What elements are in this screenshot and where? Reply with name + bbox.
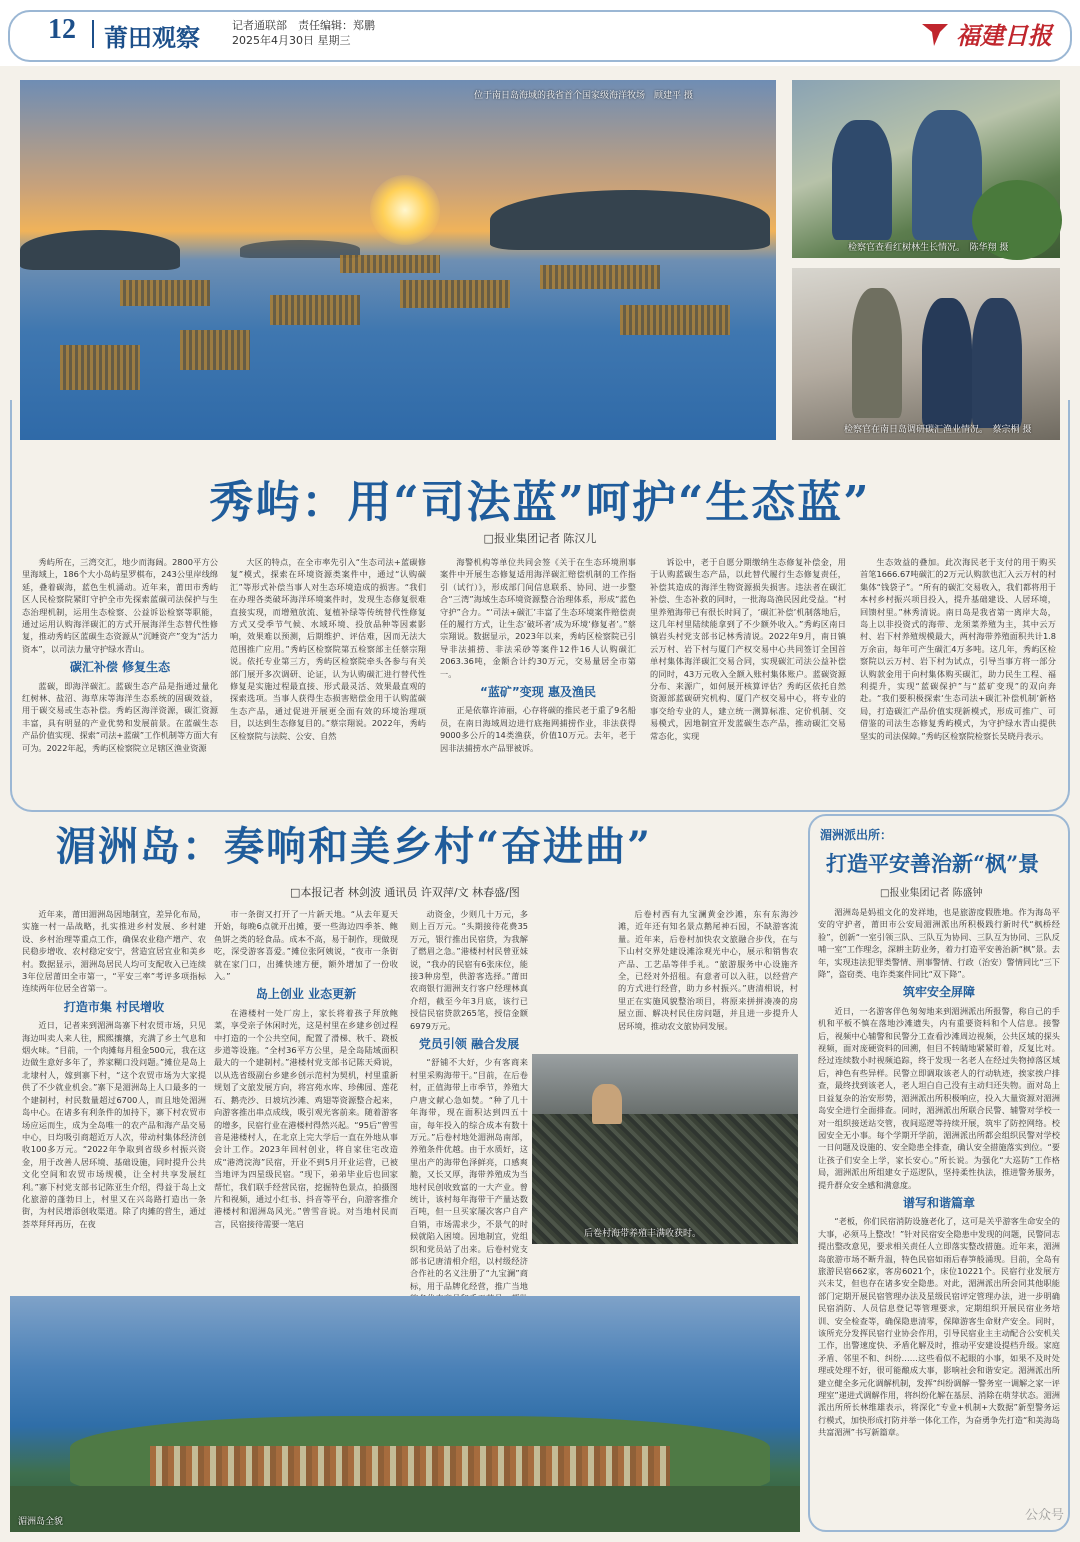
- paragraph: 近日，一名游客伴色匆匆地来到湄洲派出所报警，称自己的手机和平板不慎在落地沙滩遗失，内有重要资料和个人信息。接警后，视频中心辅警和民警分工查看沙滩周边视频，公共区域的探头视频，面对庞硬资料的回溯，但目不转睛地紧紧盯着，反复比对。经过连续数小时视频追踪，终于发现一名老人在经过失物掉落区域后，神色有些异样。民警立即调取该老人的行动轨迹，挨家挨户排查，最终找到该老人，老人坦白自己没有主动归还失物。面对岛上日益复杂的治安形势，湄洲派出所积极响应，投入大量资源对湄洲岛安全进行全面排查。同时，湄洲派出所联合民警、辅警对学校一对一组织接送站交管，夜间巡逻等持续开展，筑牢了防控网络。校园安全无小事。每个学期开学前，湄洲派出所都会组织民警对学校一日问题及设施的、安全隐患全排查，确认安全措施落实到位。“要让孩子们安全上学，家长安心。”所长说。为强化“大巡防”工作格局，湄洲派出所组建女子巡逻队，坚持柔性执法，推进警务服务，提升群众安全感和满意度。: [818, 1005, 1060, 1190]
- article1-column-5: [860, 556, 1056, 804]
- prosecutor-figure: [832, 120, 892, 240]
- paragraph: 近日，记者来到湄洲岛寨下村农贸市场，只见海边叫卖人来人往，熙熙攘攘，充满了乡土气息和烟火味。“目前，一个肉摊每月租金500元，我在这边做生意好多年了，养家糊口没问题。”摊位是岛上北埭村人，嫁到寨下村，“这个农贸市场为大家提供了不少就业机会。”寨下是湄洲岛上人口最多的一个建制村，村民数量超过6700人，而且地处湄洲岛中心。在诸多有利条件的加持下，寨下村农贸市场应运而生，成为全岛唯一的农产品和海产品交易中心，日均吸引商超近万人次，带动村集体经济创收100多万元。“2022年争取到省级乡村振兴资金，用于改善人居环境、基础设施，同时提升公共文化空间和农贸市场规模，让全村共享发展红利。”寨下村党支部书记陈亚生介绍，得益于岛上文化旅游的蓬勃日上，村里又在兴岛路打造出一条街，为村民增添创收渠道。除了肉摊的营生，通过荟萃拜拜再历，在夜: [22, 1020, 206, 1229]
- newspaper-logo: [920, 16, 1052, 51]
- village-roofs: [150, 1446, 670, 1486]
- island-foreground: [10, 1486, 800, 1532]
- article2-column-1: [22, 908, 206, 1290]
- raft: [180, 330, 250, 370]
- page-number: 12: [48, 14, 76, 45]
- paragraph: “舒铺不大好，少有客商来村里采购海带干。”目前，在后卷村，正值海带上市季节，养殖大户唐文献心急如焚。“种了几十年海带，现在面积达到四五十亩，每年投入的综合成本有数十万元。”后卷村地处湄洲岛南部，养殖条件优越。由于水质好，这里出产的海带色泽鲜亮，口感爽脆，又长又厚，海带养殖成为当地村民创收致富的一大产业。曾统计，该村每年海带干产量达数百吨，但一旦买家屡次客户自产自销，市场需求少，不景气的时候就陷入困境。因地制宜，党组织和党员站了出来。后卷村党支部书记唐清相介绍，以村级经济合作社的名义注册了“九宝澜”商标，用于品牌化经营，推广当地: [410, 1057, 528, 1291]
- reporter-line: 记者通联部 责任编辑：郑鹏: [232, 19, 375, 32]
- watermark: 公众号: [1024, 1508, 1064, 1523]
- paragraph: 动资金，少则几十万元，多则上百万元。“头期接待花费35万元，银行推出民宿贷，为我解了燃眉之急。”港楼村村民曾亚妹说，“我办的民宿有6张床位，能接3种房型，供游客选择。”莆田农商银行湄洲支行客户经理林真介绍，截至今年3月底，该行已授信民宿贷款265笔，授信金额6979万元。: [410, 909, 528, 1031]
- article2-byline: □本报记者 林剑波 通讯员 许双萍/文 林春盛/图: [290, 886, 520, 899]
- paragraph: 生态效益的叠加。此次海民老于支付的用于购买首笔1666.67吨碳汇的2万元认购款也汇入云万村的村集体“钱袋子”。“所有的碳汇交易收入，我们都将用于本村乡村振兴项目投入，提升基础建设、人居环境，回馈村里。”林秀清说。南日岛是我省第一离岸大岛，岛上以非投资式的海带、龙须菜养殖为主，其中云万村、岩下村养殖规模最大，两村海带养殖面积共计1.8万余亩，每年可产生碳汇4万多吨。这几年，秀屿区检察院以云万村、岩下村为试点，引导当事方将一部分认购款金用于向村集体购买碳汇，助力民生工程、福利提升，实现“蓝碳保护”与“蓝矿变现”的双向奔赴。“我们要积极探索‘生态司法+碳汇补偿机制’新格局，打造碳汇产品价值实现新模式，形成可推广、可借鉴的司法生态修复秀屿模式，为守护绿水青山提供坚实的司法保障。”秀屿区检察院检察长吴晓丹表示。: [860, 557, 1056, 741]
- sidebar-byline: □报业集团记者 陈盛钟: [880, 888, 983, 899]
- raft: [400, 280, 510, 308]
- article1-byline: □报业集团记者 陈汉儿: [483, 532, 597, 545]
- main-photo-caption: 位于南日岛海域的我省首个国家级海洋牧场 顾建平 摄: [474, 91, 693, 101]
- article2-subhead-3: 党员引领 融合发展: [418, 1037, 520, 1052]
- paragraph: 近年来，莆田湄洲岛因地制宜，差异化布局，实施一村一品战略，扎实推进乡村发展、乡村建设、乡村治理等重点工作，确保农业稳产增产、农民稳步增收、农村稳定安宁，营造宜居宜业和美乡村。数据显示，湄洲岛居民人均可支配收入已连续3年位居莆田全市第一，“平安三率”考评多项指标连续两年位居全省第一。: [22, 909, 206, 994]
- article2-subhead-1: 打造市集 村民增收: [63, 999, 165, 1014]
- paragraph: 蓝碳，即海洋碳汇。蓝碳生态产品是指通过量化红树林、盐沼、海草床等海洋生态系统的固碳效益，用于碳交易或生态补偿。秀屿区海洋资源，碳汇资源丰富，具有明显的产业优势和发展前景。在蓝碳生态产品价值实现、探索“司法+蓝碳”工作机制等方面大有可为。2022年起，秀屿区检察院立足辖区渔业资源: [22, 680, 218, 753]
- logo-text: 福建日报: [956, 21, 1052, 50]
- paragraph: “老板，你们民宿消防设施老化了，这可是关乎游客生命安全的大事，必须马上整改！”针对民宿安全隐患中发现的问题，民警同志提出整改意见，要求相关责任人立即落实整改措施。近年来，湄洲岛旅游市场不断升温，特色民宿如雨后春笋般涌现。目前，全岛有旅游民宿662家，客房6021个，床位10221个。民宿行业发展方兴未艾，但也存在诸多安全隐患。对此，湄洲派出所会同其他职能部门定期开展民宿管理办法及星级民宿评定管理办法，进一步明确民宿消防、人员信息登记等管理要求，定期组织开展民宿业务培训、安全检查等，确保隐患清零，保障游客生命财产安全。同时，该所充分发挥民宿行业协会作用，引导民宿业主主动配合公安机关工作，出警速度快、矛盾化解及时，推动平安建设提档升级。家庭矛盾、邻里不和、纠纷……这些看似不起眼的小事，如果不及时处理或处理不好，很可能酿成大事，影响社会和谐安定。湄洲派出所建立健全多元化调解机制，发挥“纠纷调解一警务室一调解之家一评理室”递进式调解作用，将纠纷化解在基层、消除在萌芽状态。湄洲派出所所长林维雄表示，将深化“专业+机制+大数据”新型警务运行模式，加快形成打防并举一体化工作，为奋勇争先打造“和美海岛 共富湄洲”书写新篇章。: [818, 1216, 1060, 1438]
- paragraph: 诉讼中，老于自愿分期缴纳生态修复补偿金，用于认购蓝碳生态产品，以此替代履行生态修复责任，补偿其造成的海洋生物资源损失损害。违法者在碳汇补偿、生态补救的同时，一批海岛渔民因此受益。“村里养殖海带已有很长时间了，‘碳汇补偿’机制落地后，这几年村里陆续能拿到了不少额外收入。”秀屿区南日镇岩头村党支部书记林秀清说。2022年9月，南日镇云万村、岩下村与厦门产权交易中心共同签订全国首单村集体海洋碳汇交易合同，实现碳汇司法公益补偿的同时，43万元收入全额入账村集体账户。蓝碳资源分布、来源广，如何展开核算评估？秀屿区依托自然资源部蓝碳研究机构、厦门产权交易中心，将专业的事交给专业的人，建立统一测算标准、定价机制、交易模式，因地制宜开发蓝碳生态产品，推动碳汇交易常态化，实现: [650, 557, 846, 741]
- raft: [540, 265, 660, 289]
- bottom-photo-caption: 湄洲岛全貌: [18, 1517, 64, 1527]
- photo-meizhou-island-panorama: [10, 1296, 800, 1532]
- article1-column-2: [230, 556, 426, 804]
- paragraph: 正是依靠许沛丽，心存将碳的推民老于重了9名船员，在南日海域周边进行底拖网捕捞作业，非法获得9000多公斤的14类渔获，价值10万元。去年，老于因非法捕捞水产品罪被诉。: [440, 705, 636, 753]
- sidebar-kicker: 湄洲派出所：: [820, 828, 893, 842]
- date-line: 2025年4月30日 星期三: [232, 34, 351, 47]
- right-bottom-photo-caption: 检察官在南日岛调研碳汇渔业情况。 蔡宗桐 摄: [844, 425, 1032, 435]
- kelp-pile: [532, 1114, 798, 1244]
- raft: [340, 255, 440, 273]
- island-right: [490, 190, 770, 250]
- paragraph: 后卷村西有九宝澜黄金沙滩，东有东海沙滩，近年还有知名景点鹅尾神石园，不缺游客流量。近年来，后卷村加快农文旅融合步伐，在与下山村交界处建设滩涂观光中心，展示和销售农产品、工艺品等伴手礼。“旅游服务中心设施齐全，已经对外招租。有意者可以入驻，以经营产的方式进行经营，助力乡村振兴。”唐清相说，村里正在实施风貌整治项目，将原来拼拼凑凑的房屋立面、解决村民住房问题，并且进一步提升人居环境，推动农文旅协同发展。: [618, 909, 798, 1031]
- header-meta: [232, 18, 375, 48]
- article1-column-3: [440, 556, 636, 804]
- page-header: [0, 0, 1080, 66]
- header-divider: [92, 20, 94, 48]
- article1-subhead-2: “蓝矿”变现 惠及渔民: [480, 685, 596, 700]
- paragraph: 在港楼村一处厂房上，家长将着孩子拜放鲍菜，享受亲子休闲时光，这是村里在乡建乡创过程中打造的一个公共空间，配置了滑梯、秋千、跷板步道等设施。“全村36平方公里，是全岛陆域面积最大的一个建制村。”港楼村党支部书记陈天舜说，以从选省级副台乡建乡创示范村为契机，村里重新规划了文旅发展方向，将宫苑水库、珍佛园、莲花石、鹅壳沙、日坡坑沙滩、鸡翅等资源整合起来，向游客推出串点成线，吸引观光客前来。随着游客的增多，民宿行业在港楼村得然兴起。“95后”曾雪音是港楼村人，在北京上完大学后一直在外地从事会计工作。2023年回村创业，将自家住宅改造成“港湾浣海”民宿，开业不到5月开业运营，已被当地评为四星级民宿。“现下，弟弟毕业后也回家帮忙，我们联手经营民宿，挖掘特色景点，拍摄图片和视频，通过小红书、抖音等平台，向游客推介港楼村和湄洲岛风光。”曾雪音说。对当地村民而言，民宿接待需要一笔启: [214, 1007, 398, 1229]
- article1-title: 秀屿：用“司法蓝”呵护“生态蓝”: [209, 477, 871, 528]
- article2-column-3: [410, 908, 528, 1290]
- main-photo-ocean-farm: [20, 80, 776, 440]
- sidebar-body: [818, 906, 1060, 1524]
- sunset-sun: [370, 175, 440, 245]
- article1-column-1: [22, 556, 218, 804]
- sidebar-subhead-1: 筑牢安全屏障: [902, 985, 975, 1000]
- article2-title: 湄洲岛：奏响和美乡村“奋进曲”: [56, 823, 653, 870]
- article2-subhead-2: 岛上创业 业态更新: [255, 987, 357, 1002]
- article1-column-4: [650, 556, 846, 804]
- mid-photo-caption: 后卷村海带养殖丰满收获时。: [584, 1229, 702, 1239]
- sidebar-title: 打造平安善治新“枫”景: [826, 851, 1040, 876]
- paragraph: 秀屿所在，三湾交汇，地少而海阔。2800平方公里海域上，186个大小岛屿星罗棋布，243公里岸线绵延，叠着碳海，蓝色生机涌动。近年来，莆田市秀屿区人民检察院紧盯守护全市先探索蓝碳司法保护与生态治理机制，运用生态检察、公益诉讼检察等职能，通过运用认购海洋碳汇的方式开展海洋生态替代性修复，推动秀屿区蓝碳生态资源从“沉睡资产”变为“活力资本”，以司法力量守护绿水青山。: [22, 557, 218, 654]
- photo-prosecutors-mangrove: [792, 80, 1060, 258]
- raft: [120, 280, 210, 306]
- paragraph: 海警机构等单位共同会签《关于在生态环境刑事案件中开展生态修复适用海洋碳汇赔偿机制的工作指引（试行）》，形成部门间信息联系、协同、进一步整合“三湾”海域生态环境资源整合治理体系，形成“蓝色守护”合力。“‘司法+碳汇’丰富了生态环境案件赔偿责任的履行方式，让生态‘破坏者’成为环境‘修复者’。”蔡宗翔说。数据显示，2023年以来，秀屿区检察院已引导非法捕捞、非法采砂等案件12件16人认购碳汇2063.36吨，金额合计约30万元，交易量居全市第一。: [440, 557, 636, 679]
- paragraph: 市一条街又打开了一片新天地。“从去年夏天开始，每晚6点就开出摊，要一些海边四季茶、鲍鱼饼之类的轻食品。成本不高，易于制作，现做现吃，深受游客喜爱。”摊位张阿姨说，“夜市一条街就在家门口，出摊快速方便，额外增加了一份收入。”: [214, 909, 398, 982]
- raft: [60, 345, 140, 390]
- sidebar-subhead-2: 谱写和谐篇章: [902, 1195, 975, 1210]
- paragraph: 湄洲岛是妈祖文化的发祥地，也是旅游度假胜地。作为海岛平安的守护者，莆田市公安局湄洲派出所积极践行新时代“枫桥经验”，创新“一室引领三队、三队互为协同、三队互为协同、三队反哺一室”工作理念，深耕主防业务，着力打造平安善治新“枫”景。去年，实现违法犯罪类警情、刑事警情、行政（治安）警情同比“三下降”，盗窃类、电诈类案件同比“双下降”。: [818, 907, 1060, 980]
- raft: [620, 305, 730, 335]
- paragraph: 大区的特点，在全市率先引入“生态司法+蓝碳修复”模式，探索在环境资源类案件中，通过“认购碳汇”等形式补偿当事人对生态环境造成的损害。“我们在办理各类破坏海洋环境案件时，发现生态修复很难直接实现，而增殖放流、复植补绿等传统替代性修复方式又受季节气候、水域环境、投放品种等因素影响，效果难以预测，后期维护、评估难，因而无法大范围推广应用。”秀屿区检察院第五检察部主任蔡宗翔说。依托专业第三方，秀屿区检察院牵头各参与有关部门展开多次调研、论证，认为认购碳汇进行替代性修复是实施过程最直接、形式最灵活、效果最直观的探索选项。当事人获得生态损害赔偿金用于认购蓝碳生态产品，通过促进开展更全面有效的环境治理项目，以达到生态修复目的。”蔡宗翔说。2022年，秀屿区检察院与法院、公安、自然: [230, 557, 426, 741]
- raft: [270, 295, 360, 325]
- right-top-photo-caption: 检察官查看红树林生长情况。 陈华翔 摄: [848, 243, 1009, 253]
- logo-mark-icon: [920, 20, 950, 48]
- fisherman-figure: [852, 288, 902, 418]
- island-left: [20, 230, 180, 270]
- article2-column-2: [214, 908, 398, 1290]
- article2-column-4: [618, 908, 798, 1048]
- worker-figure: [592, 1084, 622, 1124]
- article1-subhead-1: 碳汇补偿 修复生态: [69, 660, 171, 675]
- photo-kelp-harvest: [532, 1054, 798, 1244]
- section-title: 莆田观察: [104, 24, 200, 52]
